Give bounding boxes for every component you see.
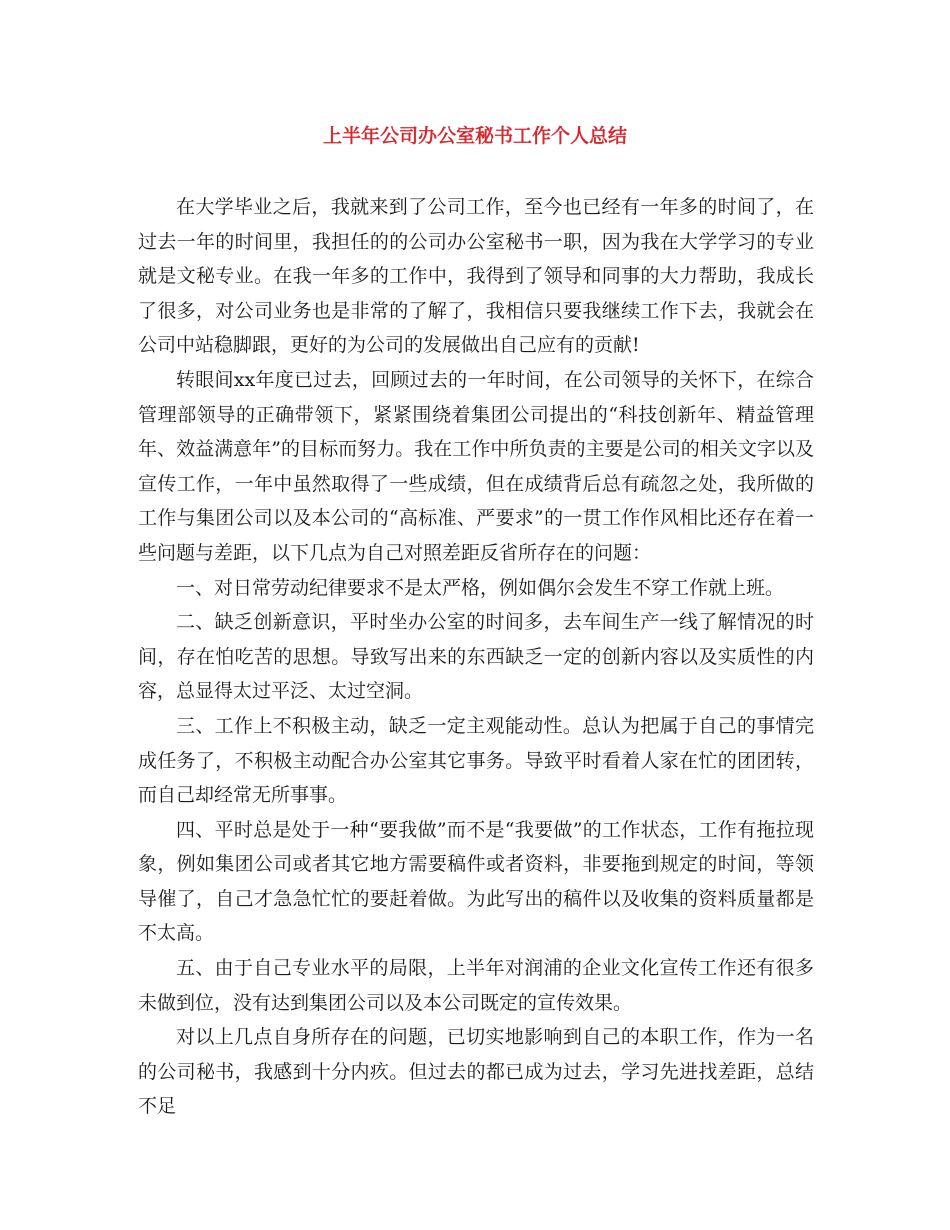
paragraph: 对以上几点自身所存在的问题，已切实地影响到自己的本职工作，作为一名的公司秘书，我感到十分内疚。但过去的都已成为过去，学习先进找差距，总结不足 [138, 1026, 814, 1118]
document-title: 上半年公司办公室秘书工作个人总结 [322, 125, 627, 147]
paragraph: 三、工作上不积极主动，缺乏一定主观能动性。总认为把属于自己的事情完成任务了，不积极主动配合办公室其它事务。导致平时看着人家在忙的团团转，而自己却经常无所事事。 [138, 714, 814, 807]
paragraph: 转眼间xx年度已过去，回顾过去的一年时间，在公司领导的关怀下，在综合管理部领导的正确带领下，紧紧围绕着集团公司提出的“科技创新年、精益管理年、效益满意年”的目标而努力。我在工作中所负责的主要是公司的相关文字以及宣传工作，一年中虽然取得了一些成绩，但在成绩背后总有疏忽之处，我所做的工作与集团公司以及本公司的“高标准、严要求”的一贯工作作风相比还存在着一些问题与差距，以下几点为自己对照差距反省所存在的问题： [138, 368, 814, 564]
paragraph: 一、对日常劳动纪律要求不是太严格，例如偶尔会发生不穿工作就上班。 [176, 576, 785, 599]
paragraph: 四、平时总是处于一种“要我做”而不是“我要做”的工作状态，工作有拖拉现象，例如集团公司或者其它地方需要稿件或者资料，非要拖到规定的时间，等领导催了，自己才急急忙忙的要赶着做。为此写出的稿件以及收集的资料质量都是不太高。 [138, 818, 814, 945]
paragraph: 在大学毕业之后，我就来到了公司工作，至今也已经有一年多的时间了，在过去一年的时间里，我担任的的公司办公室秘书一职，因为我在大学学习的专业就是文秘专业。在我一年多的工作中，我得到了领导和同事的大力帮助，我成长了很多，对公司业务也是非常的了解了，我相信只要我继续工作下去，我就会在公司中站稳脚跟，更好的为公司的发展做出自己应有的贡献! [138, 196, 814, 357]
paragraph: 五、由于自己专业水平的局限，上半年对润浦的企业文化宣传工作还有很多未做到位，没有达到集团公司以及本公司既定的宣传效果。 [138, 957, 814, 1014]
document-body [138, 190, 814, 1124]
paragraph: 二、缺乏创新意识，平时坐办公室的时间多，去车间生产一线了解情况的时间，存在怕吃苦的思想。导致写出来的东西缺乏一定的创新内容以及实质性的内容，总显得太过平泛、太过空洞。 [138, 611, 814, 703]
